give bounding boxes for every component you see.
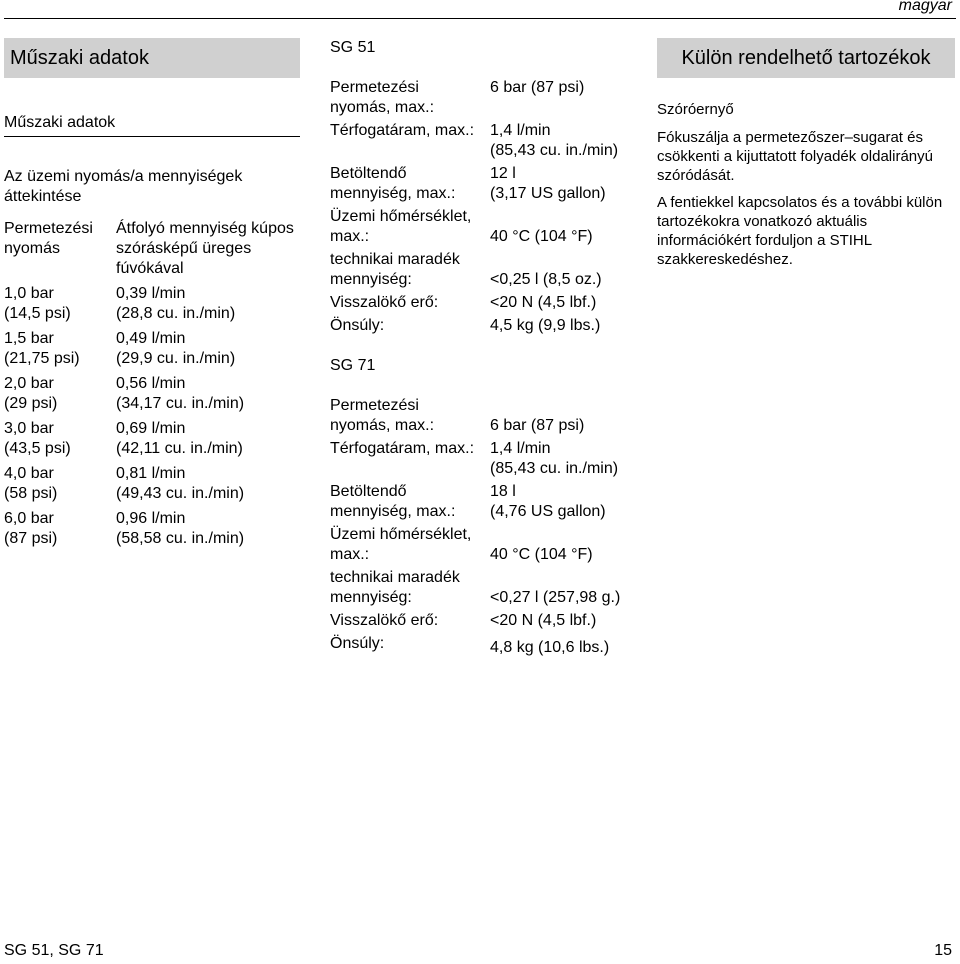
spec-label: technikai maradék mennyiség: bbox=[330, 251, 460, 288]
spec-label: Permetezési nyomás, max.: bbox=[330, 397, 435, 434]
header-rule bbox=[4, 18, 956, 19]
technical-data-column bbox=[4, 38, 300, 549]
spec-row bbox=[330, 121, 630, 161]
spec-value: <0,25 l (8,5 oz.) bbox=[490, 271, 602, 288]
language-label: magyar bbox=[898, 0, 952, 14]
dealer-info-text: A fentiekkel kapcsolatos és a további külön tartozékokra vonatkozó aktuális információkért forduljon a STIHL szakkereskedéshez. bbox=[657, 194, 943, 268]
flow-value: 0,96 l/min (58,58 cu. in./min) bbox=[116, 510, 245, 547]
flow-column-header: Átfolyó mennyiség kúpos szórásképű üreges fúvókával bbox=[116, 220, 294, 277]
flow-value: 0,39 l/min (28,8 cu. in./min) bbox=[116, 285, 236, 322]
pressure-value: 6,0 bar (87 psi) bbox=[4, 510, 58, 547]
spec-list-sg51 bbox=[330, 78, 630, 336]
spec-value: <0,27 l (257,98 g.) bbox=[490, 589, 621, 606]
spec-value: 40 °C (104 °F) bbox=[490, 228, 593, 245]
table-row bbox=[4, 374, 300, 414]
spec-row bbox=[330, 316, 630, 336]
spec-value: 6 bar (87 psi) bbox=[490, 79, 585, 96]
spec-row bbox=[330, 164, 630, 204]
spec-row bbox=[330, 439, 630, 479]
spec-label: Visszalökő erő: bbox=[330, 294, 439, 311]
spec-row bbox=[330, 482, 630, 522]
spec-row bbox=[330, 207, 630, 247]
spec-value: 40 °C (104 °F) bbox=[490, 546, 593, 563]
spec-label: Üzemi hőmérséklet, max.: bbox=[330, 208, 472, 245]
pressure-value: 3,0 bar (43,5 psi) bbox=[4, 420, 71, 457]
pressure-value: 2,0 bar (29 psi) bbox=[4, 375, 58, 412]
spec-row bbox=[330, 568, 630, 608]
spec-value: <20 N (4,5 lbf.) bbox=[490, 612, 597, 629]
section-title-accessories: Külön rendelhető tartozékok bbox=[657, 38, 955, 78]
spec-value: 18 l (4,76 US gallon) bbox=[490, 483, 606, 520]
accessory-title: Szóróernyő bbox=[657, 101, 734, 118]
spec-label: Térfogatáram, max.: bbox=[330, 122, 475, 139]
spec-label: technikai maradék mennyiség: bbox=[330, 569, 460, 606]
model-title-sg71: SG 71 bbox=[330, 357, 376, 374]
pressure-value: 4,0 bar (58 psi) bbox=[4, 465, 58, 502]
model-specs-column bbox=[330, 38, 630, 658]
page-number: 15 bbox=[934, 942, 952, 959]
spec-row bbox=[330, 525, 630, 565]
spec-value: <20 N (4,5 lbf.) bbox=[490, 294, 597, 311]
spec-label: Betöltendő mennyiség, max.: bbox=[330, 165, 456, 202]
pressure-table-header bbox=[4, 219, 300, 279]
spec-value: 4,8 kg (10,6 lbs.) bbox=[490, 639, 610, 656]
table-row bbox=[4, 509, 300, 549]
table-row bbox=[4, 464, 300, 504]
table-row bbox=[4, 284, 300, 324]
footer-model: SG 51, SG 71 bbox=[4, 942, 104, 959]
spec-label: Önsúly: bbox=[330, 317, 385, 334]
flow-value: 0,49 l/min (29,9 cu. in./min) bbox=[116, 330, 236, 367]
spec-label: Térfogatáram, max.: bbox=[330, 440, 475, 457]
spec-value: 1,4 l/min (85,43 cu. in./min) bbox=[490, 122, 619, 159]
spec-row bbox=[330, 78, 630, 118]
flow-value: 0,56 l/min (34,17 cu. in./min) bbox=[116, 375, 245, 412]
spec-label: Betöltendő mennyiség, max.: bbox=[330, 483, 456, 520]
spec-row bbox=[330, 293, 630, 313]
spec-list-sg71 bbox=[330, 396, 630, 658]
flow-value: 0,81 l/min (49,43 cu. in./min) bbox=[116, 465, 245, 502]
spec-row bbox=[330, 634, 630, 658]
overview-title: Az üzemi nyomás/a mennyiségek áttekintése bbox=[4, 168, 243, 205]
pressure-value: 1,0 bar (14,5 psi) bbox=[4, 285, 71, 322]
accessories-column bbox=[657, 38, 955, 269]
spec-value: 1,4 l/min (85,43 cu. in./min) bbox=[490, 440, 619, 477]
spec-label: Visszalökő erő: bbox=[330, 612, 439, 629]
spec-row bbox=[330, 396, 630, 436]
spec-value: 6 bar (87 psi) bbox=[490, 417, 585, 434]
spec-value: 4,5 kg (9,9 lbs.) bbox=[490, 317, 601, 334]
spec-label: Önsúly: bbox=[330, 635, 385, 652]
spec-row bbox=[330, 250, 630, 290]
pressure-value: 1,5 bar (21,75 psi) bbox=[4, 330, 80, 367]
subheading-technical-data: Műszaki adatok bbox=[4, 114, 300, 137]
table-row bbox=[4, 419, 300, 459]
table-row bbox=[4, 329, 300, 369]
spec-label: Permetezési nyomás, max.: bbox=[330, 79, 435, 116]
model-title-sg51: SG 51 bbox=[330, 39, 376, 56]
spec-value: 12 l (3,17 US gallon) bbox=[490, 165, 606, 202]
spec-row bbox=[330, 611, 630, 631]
flow-value: 0,69 l/min (42,11 cu. in./min) bbox=[116, 420, 243, 457]
spec-label: Üzemi hőmérséklet, max.: bbox=[330, 526, 472, 563]
pressure-column-header: Permetezési nyomás bbox=[4, 220, 93, 257]
accessory-description: Fókuszálja a permetezőszer–sugarat és csökkenti a kijuttatott folyadék oldalirányú szóródását. bbox=[657, 129, 933, 184]
section-title-technical-data: Műszaki adatok bbox=[4, 38, 300, 78]
